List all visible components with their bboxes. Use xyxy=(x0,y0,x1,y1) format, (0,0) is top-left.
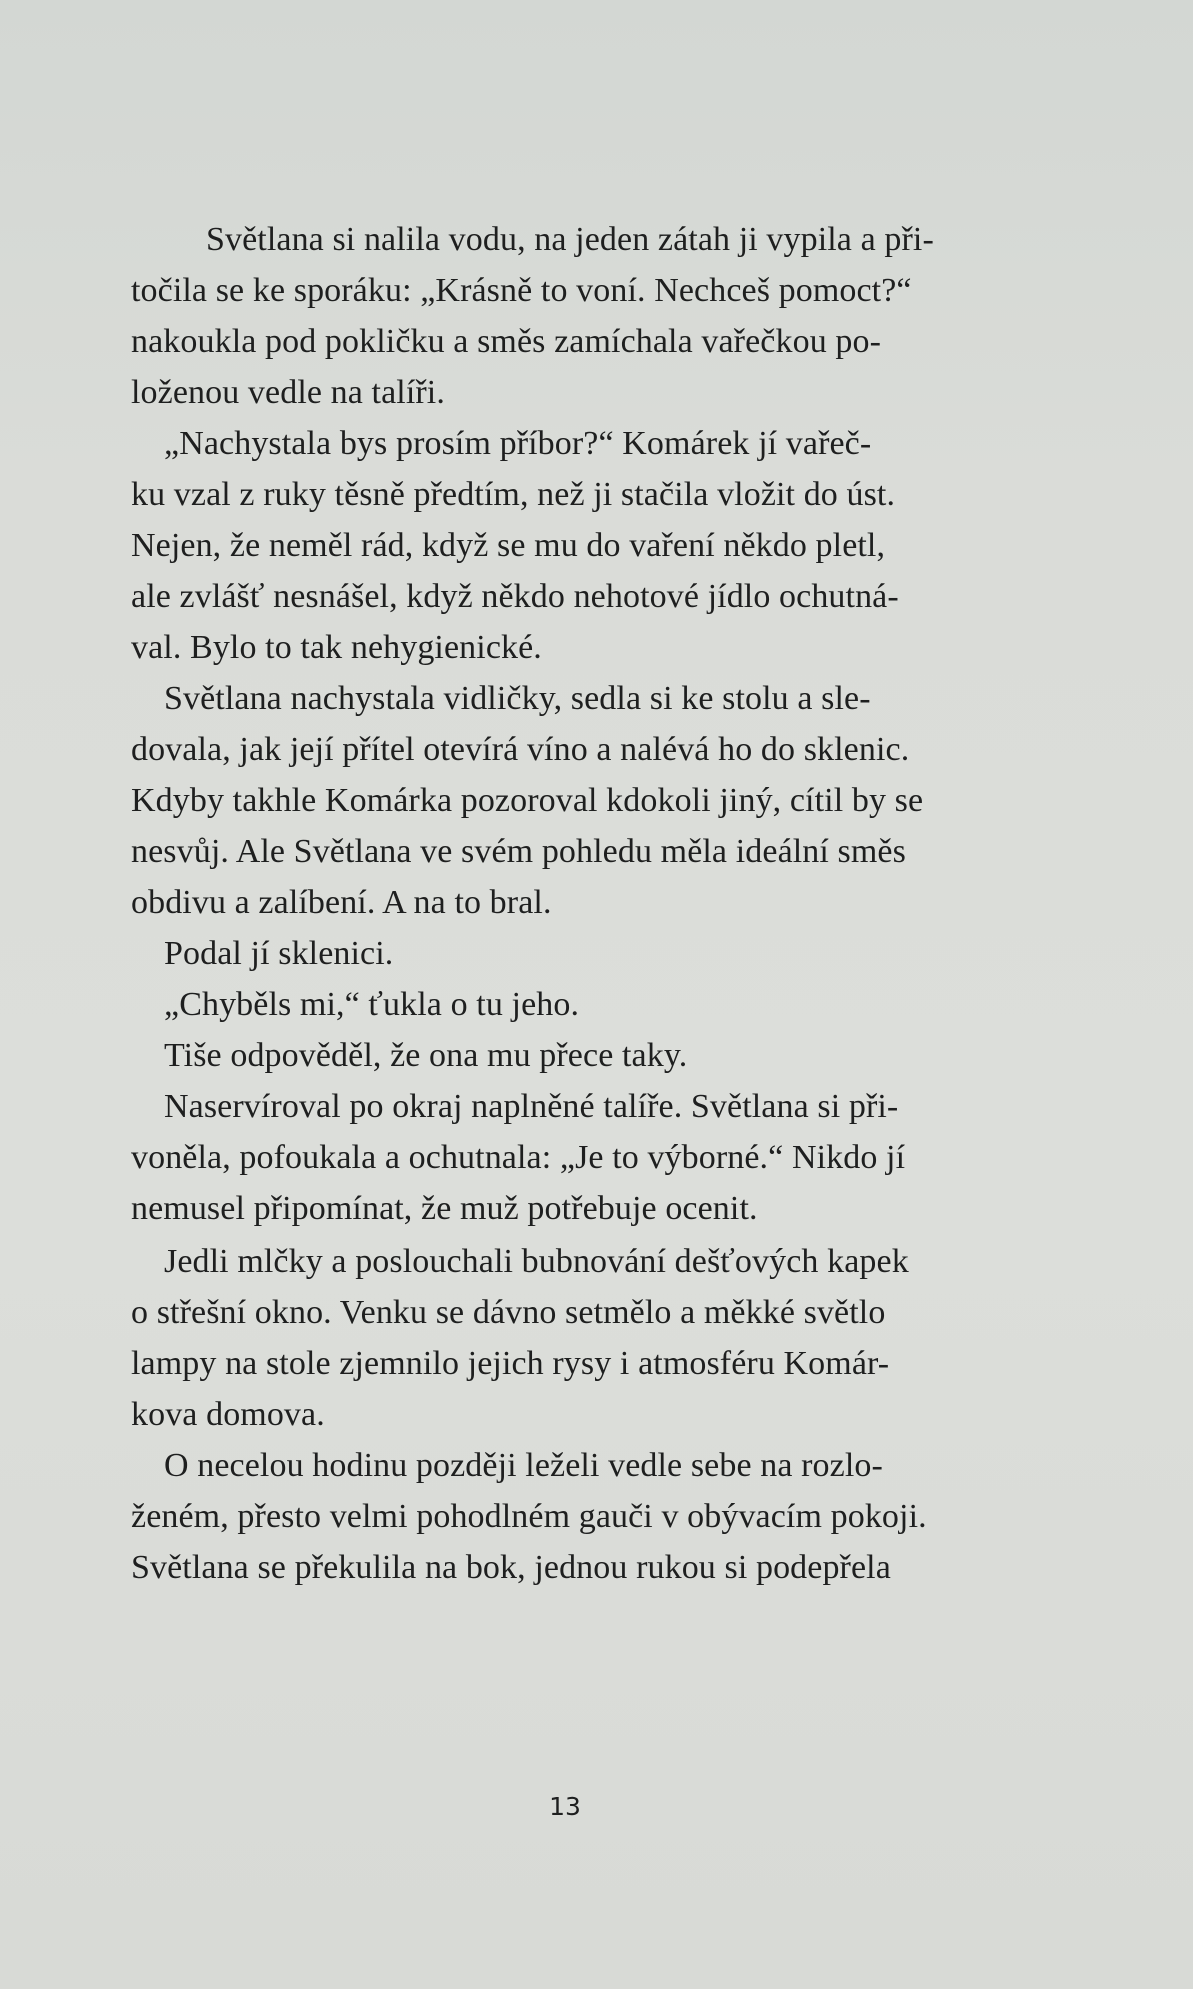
text-line: nemusel připomínat, že muž potřebuje ocenit. xyxy=(131,1190,758,1227)
text-line: loženou vedle na talíři. xyxy=(131,374,445,411)
text-line: ženém, přesto velmi pohodlném gauči v obývacím pokoji. xyxy=(131,1498,927,1535)
text-line: Světlana nachystala vidličky, sedla si ke stolu a sle- xyxy=(164,680,871,717)
text-line: „Chyběls mi,“ ťukla o tu jeho. xyxy=(164,986,580,1023)
text-line: Jedli mlčky a poslouchali bubnování dešťových kapek xyxy=(164,1243,909,1280)
text-line: Naservíroval po okraj naplněné talíře. Světlana si při- xyxy=(164,1088,899,1125)
text-line: Světlana se překulila na bok, jednou rukou si podepřela xyxy=(131,1549,891,1586)
text-line: kova domova. xyxy=(131,1396,325,1433)
text-line: Podal jí sklenici. xyxy=(164,935,394,972)
text-line: obdivu a zalíbení. A na to bral. xyxy=(131,884,552,921)
text-line: ale zvlášť nesnášel, když někdo nehotové jídlo ochutná- xyxy=(131,578,899,615)
text-line: točila se ke sporáku: „Krásně to voní. Nechceš pomoct?“ xyxy=(131,272,912,309)
text-line: Světlana si nalila vodu, na jeden zátah ji vypila a při- xyxy=(206,221,934,258)
text-line: Tiše odpověděl, že ona mu přece taky. xyxy=(164,1037,688,1074)
text-line: val. Bylo to tak nehygienické. xyxy=(131,629,542,666)
text-line: o střešní okno. Venku se dávno setmělo a měkké světlo xyxy=(131,1294,886,1331)
text-line: voněla, pofoukala a ochutnala: „Je to výborné.“ Nikdo jí xyxy=(131,1139,906,1176)
text-line: O necelou hodinu později leželi vedle sebe na rozlo- xyxy=(164,1447,883,1484)
text-line: lampy na stole zjemnilo jejich rysy i atmosféru Komár- xyxy=(131,1345,890,1382)
text-line: nakoukla pod pokličku a směs zamíchala vařečkou po- xyxy=(131,323,882,360)
text-line: dovala, jak její přítel otevírá víno a nalévá ho do sklenic. xyxy=(131,731,910,768)
page-number: 13 xyxy=(549,1792,581,1821)
text-line: ku vzal z ruky těsně předtím, než ji stačila vložit do úst. xyxy=(131,476,896,513)
text-line: Kdyby takhle Komárka pozoroval kdokoli jiný, cítil by se xyxy=(131,782,924,819)
text-line: „Nachystala bys prosím příbor?“ Komárek jí vařeč- xyxy=(164,425,872,462)
text-line: nesvůj. Ale Světlana ve svém pohledu měla ideální směs xyxy=(131,833,906,870)
text-line: Nejen, že neměl rád, když se mu do vaření někdo pletl, xyxy=(131,527,886,564)
